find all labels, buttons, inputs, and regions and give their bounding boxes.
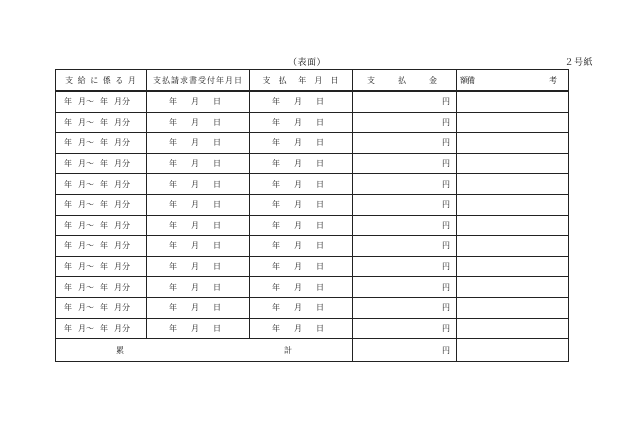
request-date-cell[interactable]: 年 月 日	[147, 133, 250, 154]
period-cell[interactable]: 年 月～ 年 月分	[56, 297, 147, 318]
table-row	[56, 277, 569, 298]
table-row	[56, 318, 569, 339]
period-cell[interactable]: 年 月～ 年 月分	[56, 153, 147, 174]
request-date-cell[interactable]: 年 月 日	[147, 194, 250, 215]
request-date-cell[interactable]: 年 月 日	[147, 297, 250, 318]
remarks-cell[interactable]	[457, 215, 569, 236]
pay-date-cell[interactable]: 年 月 日	[250, 297, 353, 318]
pay-date-cell[interactable]: 年 月 日	[250, 256, 353, 277]
header-remarks: 備 考	[457, 70, 569, 92]
pay-date-cell[interactable]: 年 月 日	[250, 194, 353, 215]
amount-cell[interactable]: 円	[353, 194, 457, 215]
table-row	[56, 297, 569, 318]
table-row	[56, 236, 569, 257]
table-row	[56, 91, 569, 112]
amount-cell[interactable]: 円	[353, 297, 457, 318]
period-cell[interactable]: 年 月～ 年 月分	[56, 277, 147, 298]
amount-cell[interactable]: 円	[353, 91, 457, 112]
side-label: （表面）	[288, 58, 327, 68]
total-label: 累 計	[56, 339, 353, 362]
request-date-cell[interactable]: 年 月 日	[147, 277, 250, 298]
period-cell[interactable]: 年 月～ 年 月分	[56, 112, 147, 133]
header-period: 支 給 に 係 る 月	[56, 70, 147, 92]
table-row	[56, 153, 569, 174]
table-header-row	[56, 70, 569, 92]
request-date-cell[interactable]: 年 月 日	[147, 236, 250, 257]
amount-cell[interactable]: 円	[353, 153, 457, 174]
amount-cell[interactable]: 円	[353, 318, 457, 339]
pay-date-cell[interactable]: 年 月 日	[250, 318, 353, 339]
pay-date-cell[interactable]: 年 月 日	[250, 112, 353, 133]
request-date-cell[interactable]: 年 月 日	[147, 91, 250, 112]
remarks-cell[interactable]	[457, 91, 569, 112]
table-row	[56, 112, 569, 133]
pay-date-cell[interactable]: 年 月 日	[250, 133, 353, 154]
header-request-date: 支払請求書受付年月日	[147, 70, 250, 92]
amount-cell[interactable]: 円	[353, 277, 457, 298]
period-cell[interactable]: 年 月～ 年 月分	[56, 91, 147, 112]
remarks-cell[interactable]	[457, 174, 569, 195]
form-number: ２号紙	[564, 58, 593, 68]
header-amount: 支 払 金 額	[353, 70, 457, 92]
period-cell[interactable]: 年 月～ 年 月分	[56, 194, 147, 215]
pay-date-cell[interactable]: 年 月 日	[250, 174, 353, 195]
table-row	[56, 194, 569, 215]
period-cell[interactable]: 年 月～ 年 月分	[56, 236, 147, 257]
pay-date-cell[interactable]: 年 月 日	[250, 215, 353, 236]
request-date-cell[interactable]: 年 月 日	[147, 215, 250, 236]
remarks-cell[interactable]	[457, 277, 569, 298]
amount-cell[interactable]: 円	[353, 215, 457, 236]
request-date-cell[interactable]: 年 月 日	[147, 318, 250, 339]
request-date-cell[interactable]: 年 月 日	[147, 174, 250, 195]
remarks-cell[interactable]	[457, 256, 569, 277]
payment-ledger-table	[55, 69, 569, 362]
table-row	[56, 256, 569, 277]
table-row	[56, 174, 569, 195]
pay-date-cell[interactable]: 年 月 日	[250, 277, 353, 298]
request-date-cell[interactable]: 年 月 日	[147, 256, 250, 277]
header-pay-date: 支 払 年 月 日	[250, 70, 353, 92]
table-row	[56, 215, 569, 236]
amount-cell[interactable]: 円	[353, 133, 457, 154]
total-amount-cell[interactable]: 円	[353, 339, 457, 362]
amount-cell[interactable]: 円	[353, 174, 457, 195]
remarks-cell[interactable]	[457, 297, 569, 318]
remarks-cell[interactable]	[457, 194, 569, 215]
period-cell[interactable]: 年 月～ 年 月分	[56, 133, 147, 154]
request-date-cell[interactable]: 年 月 日	[147, 112, 250, 133]
pay-date-cell[interactable]: 年 月 日	[250, 153, 353, 174]
remarks-cell[interactable]	[457, 318, 569, 339]
request-date-cell[interactable]: 年 月 日	[147, 153, 250, 174]
period-cell[interactable]: 年 月～ 年 月分	[56, 256, 147, 277]
pay-date-cell[interactable]: 年 月 日	[250, 91, 353, 112]
remarks-cell[interactable]	[457, 133, 569, 154]
total-remarks-cell[interactable]	[457, 339, 569, 362]
period-cell[interactable]: 年 月～ 年 月分	[56, 174, 147, 195]
total-row	[56, 339, 569, 362]
remarks-cell[interactable]	[457, 236, 569, 257]
table-row	[56, 133, 569, 154]
amount-cell[interactable]: 円	[353, 236, 457, 257]
period-cell[interactable]: 年 月～ 年 月分	[56, 318, 147, 339]
remarks-cell[interactable]	[457, 153, 569, 174]
pay-date-cell[interactable]: 年 月 日	[250, 236, 353, 257]
remarks-cell[interactable]	[457, 112, 569, 133]
amount-cell[interactable]: 円	[353, 112, 457, 133]
period-cell[interactable]: 年 月～ 年 月分	[56, 215, 147, 236]
amount-cell[interactable]: 円	[353, 256, 457, 277]
